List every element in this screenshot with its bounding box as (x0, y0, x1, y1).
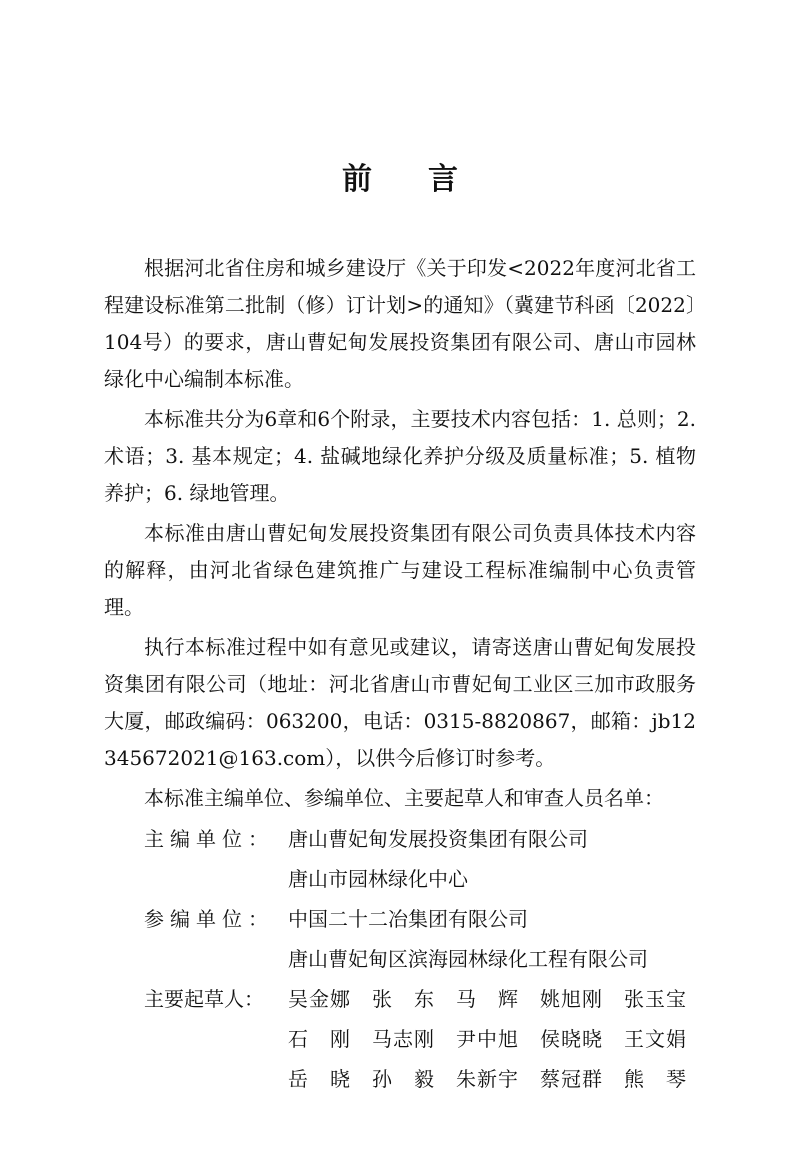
participating-unit-item: 唐山曹妃甸区滨海园林绿化工程有限公司 (288, 947, 648, 971)
participating-units-row (104, 899, 696, 979)
drafter-name: 姚旭刚 (540, 987, 602, 1011)
drafter-name: 石刚 (288, 1027, 350, 1051)
drafter-name: 张玉宝 (624, 987, 686, 1011)
drafter-name: 尹中旭 (456, 1027, 518, 1051)
paragraph-contents: 本标准共分为6章和6个附录，主要技术内容包括：1. 总则；2. 术语；3. 基本规定；4. 盐碱地绿化养护分级及质量标准；5. 植物养护；6. 绿地管理。 (104, 407, 696, 505)
preface-page (104, 150, 696, 1099)
drafter-name: 熊琴 (624, 1067, 686, 1091)
paragraph-staff-intro: 本标准主编单位、参编单位、主要起草人和审查人员名单： (144, 786, 664, 810)
drafter-name: 吴金娜 (288, 987, 350, 1011)
paragraph-basis: 根据河北省住房和城乡建设厅《关于印发<2022年度河北省工程建设标准第二批制（修）订计划>的通知》（冀建节科函〔2022〕104号）的要求，唐山曹妃甸发展投资集团有限公司、唐山市园林绿化中心编制本标准。 (104, 256, 696, 391)
participating-units-label: 参编单位： (144, 907, 274, 931)
drafter-name: 孙毅 (372, 1067, 434, 1091)
drafter-name: 朱新宇 (456, 1067, 518, 1091)
chief-unit-item: 唐山市园林绿化中心 (288, 867, 468, 891)
paragraph-feedback: 执行本标准过程中如有意见或建议，请寄送唐山曹妃甸发展投资集团有限公司（地址：河北省唐山市曹妃甸工业区三加市政服务大厦，邮政编码：063200，电话：0315-8820867，邮箱：jb12345672021@163.com），以供今后修订时参考。 (104, 635, 696, 770)
drafter-name: 王文娟 (624, 1027, 686, 1051)
page-title: 前言 (342, 162, 514, 197)
drafter-name: 侯晓晓 (540, 1027, 602, 1051)
drafters-row (104, 979, 696, 1099)
chief-units-row (104, 819, 696, 899)
drafter-name: 张东 (372, 987, 434, 1011)
drafters-names (288, 979, 708, 1099)
staff-list (104, 819, 696, 1099)
participating-units-values (288, 899, 696, 979)
drafter-name: 马辉 (456, 987, 518, 1011)
drafter-name: 岳晓 (288, 1067, 350, 1091)
drafter-name: 蔡冠群 (540, 1067, 602, 1091)
chief-units-label: 主编单位： (144, 827, 274, 851)
paragraph-responsibility: 本标准由唐山曹妃甸发展投资集团有限公司负责具体技术内容的解释，由河北省绿色建筑推广与建设工程标准编制中心负责管理。 (104, 521, 696, 619)
chief-units-values (288, 819, 696, 899)
drafter-name: 马志刚 (372, 1027, 434, 1051)
drafters-label: 主要起草人： (144, 987, 264, 1011)
chief-unit-item: 唐山曹妃甸发展投资集团有限公司 (288, 827, 588, 851)
participating-unit-item: 中国二十二冶集团有限公司 (288, 907, 528, 931)
